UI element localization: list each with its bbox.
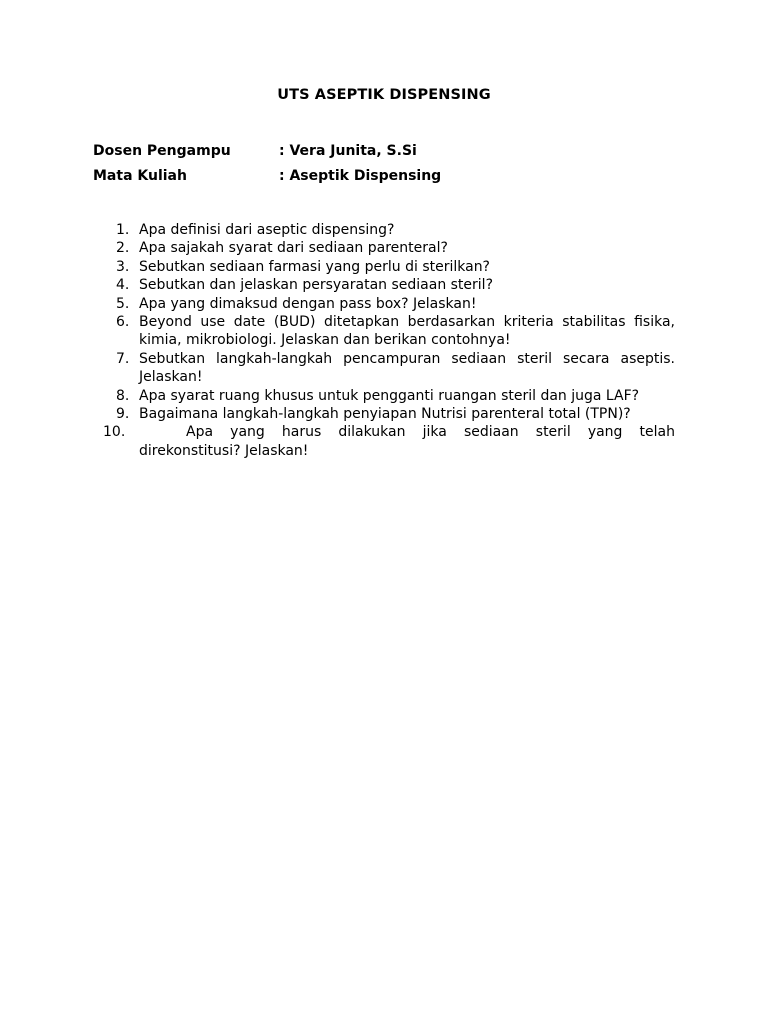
question-number: 10. [103, 424, 126, 441]
question-item [103, 405, 675, 423]
meta-value-course: : Aseptik Dispensing [279, 168, 442, 184]
question-number: 1. [116, 222, 130, 238]
question-text: Beyond use date (BUD) ditetapkan berdasarkan kriteria stabilitas fisika, kimia, mikrobiologi. Jelaskan dan berikan contohnya! [139, 314, 675, 349]
question-list [103, 221, 675, 460]
question-number: 4. [116, 277, 130, 294]
meta-label-course: Mata Kuliah [93, 168, 187, 184]
question-text: Sebutkan dan jelaskan persyaratan sediaan steril? [139, 277, 493, 294]
meta-label-lecturer: Dosen Pengampu [93, 143, 231, 159]
question-item [103, 239, 675, 257]
question-item [103, 221, 675, 239]
question-text: Apa yang dimaksud dengan pass box? Jelaskan! [139, 295, 477, 312]
question-item [103, 423, 675, 460]
question-text: Bagaimana langkah-langkah penyiapan Nutrisi parenteral total (TPN)? [139, 406, 631, 423]
question-number: 6. [116, 314, 130, 331]
question-text: Sebutkan langkah-langkah pencampuran sediaan steril secara aseptis. Jelaskan! [139, 350, 675, 386]
question-item [103, 295, 675, 313]
document-title: UTS ASEPTIK DISPENSING [277, 87, 491, 103]
question-text: Apa definisi dari aseptic dispensing? [139, 222, 395, 238]
question-text: Apa yang harus dilakukan jika sediaan steril yang telah direkonstitusi? Jelaskan! [139, 424, 675, 459]
question-number: 5. [116, 295, 130, 312]
question-item [103, 313, 675, 350]
question-item [103, 387, 675, 405]
question-number: 3. [116, 258, 130, 275]
question-number: 8. [116, 387, 130, 404]
question-item [103, 258, 675, 276]
question-number: 7. [116, 350, 130, 367]
question-item [103, 276, 675, 294]
meta-value-lecturer: : Vera Junita, S.Si [279, 143, 417, 159]
question-item [103, 350, 675, 387]
question-text: Apa syarat ruang khusus untuk pengganti ruangan steril dan juga LAF? [139, 387, 640, 404]
question-number: 2. [116, 240, 130, 257]
question-text: Sebutkan sediaan farmasi yang perlu di sterilkan? [139, 258, 490, 275]
question-number: 9. [116, 406, 130, 423]
question-text: Apa sajakah syarat dari sediaan parenteral? [139, 240, 448, 257]
